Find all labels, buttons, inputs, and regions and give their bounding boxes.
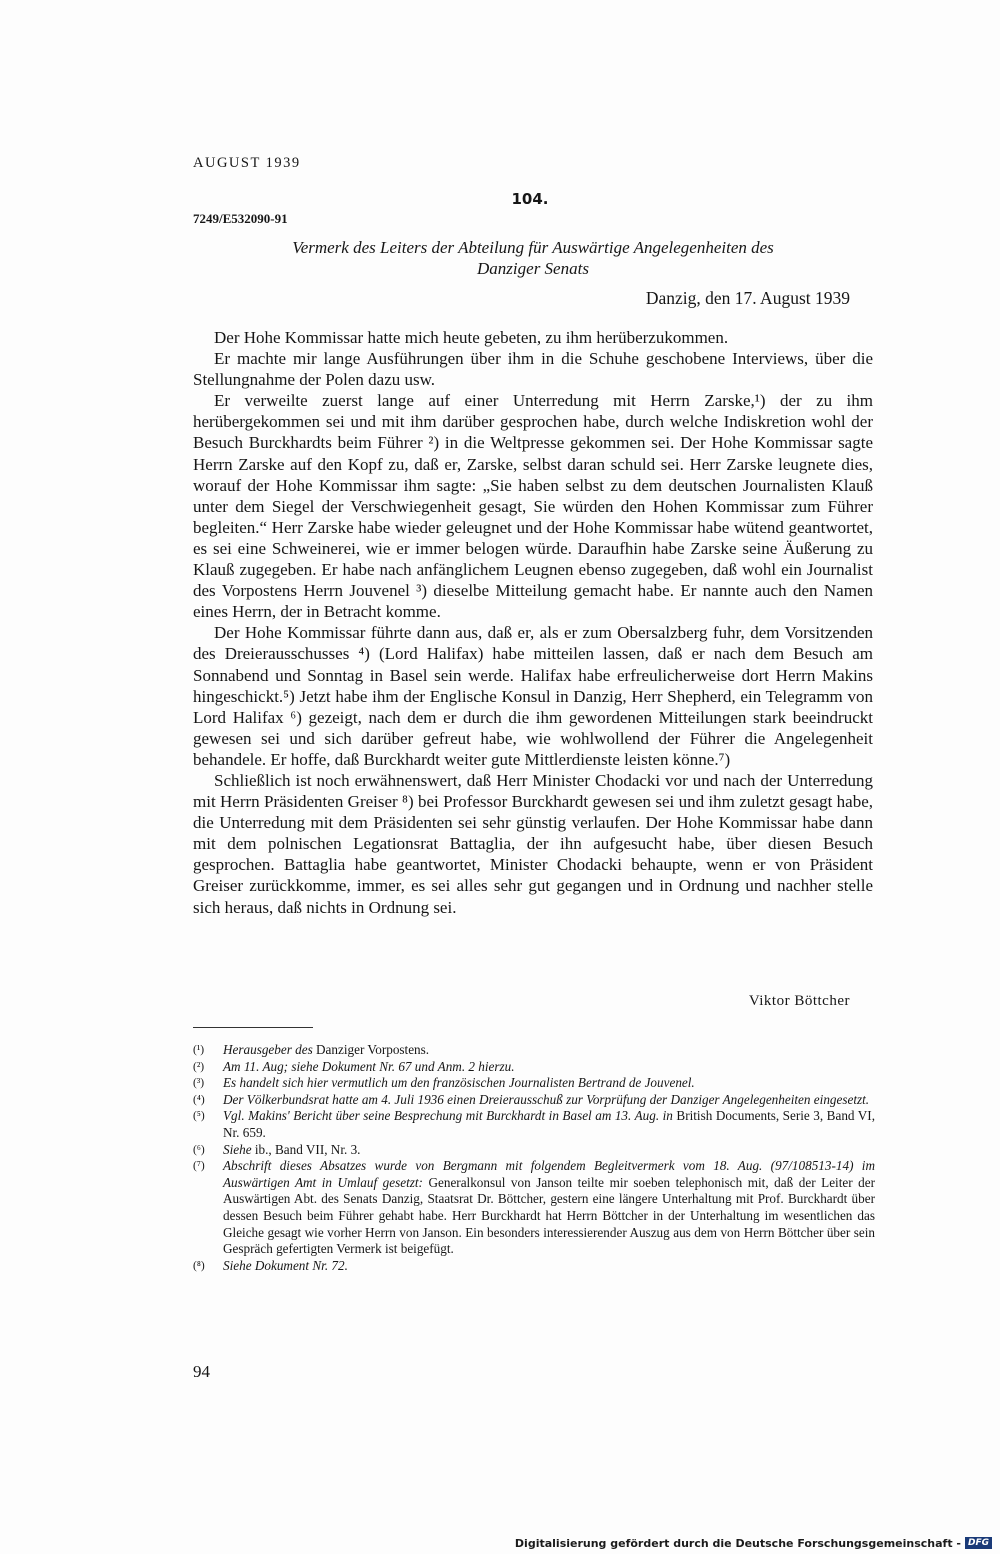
document-reference: 7249/E532090-91 — [193, 211, 288, 226]
document-number: 104. — [511, 190, 549, 208]
footnote-italic: Der Völkerbundsrat hatte am 4. Juli 1936 einen Dreierausschuß zur Vorprüfung der Danziger Angelegenheiten eingesetzt. — [223, 1091, 870, 1107]
page-number: 94 — [193, 1362, 210, 1381]
dfg-credit-text: Digitalisierung gefördert durch die Deutsche Forschungsgemeinschaft - — [514, 1536, 961, 1550]
footnote-mark: (⁵) — [193, 1110, 205, 1123]
footnote-mark: (²) — [193, 1060, 205, 1073]
footnote — [193, 1075, 875, 1092]
footnote-mark: (³) — [193, 1077, 205, 1090]
paragraph: Schließlich ist noch erwähnenswert, daß Herr Minister Chodacki vor und nach der Unterredung mit Herrn Präsidenten Greiser ⁸) bei Professor Burckhardt gewesen sei und ihm zuletzt gesagt habe, die Unterredung mit dem Präsidenten sei sehr günstig verlaufen. Der Hohe Kommissar habe dann mit dem polnischen Legationsrat Battaglia, der ihn aufgesucht habe, über diesen Besuch gesprochen. Battaglia habe geantwortet, Minister Chodacki behaupte, wenn er von Präsident Greiser zurückkomme, immer, es sei alles sehr gut gegangen und in Ordnung und nachher stelle sich heraus, daß nichts in Ordnung sei. — [193, 770, 873, 917]
footnote-italic: Abschrift dieses Absatzes wurde von Bergmann mit folgendem Begleitvermerk vom 18. Aug. (97/108513-14) im Auswärtigen Amt in Umlauf gesetzt: — [223, 1158, 875, 1190]
footnote — [193, 1158, 875, 1258]
footnote-text: Danziger Vorpostens. — [312, 1042, 430, 1057]
footnote-italic: Am 11. Aug; siehe Dokument Nr. 67 und Anm. 2 hierzu. — [223, 1058, 515, 1074]
footnote — [193, 1042, 875, 1059]
paragraph: Der Hohe Kommissar hatte mich heute gebeten, zu ihm herüberzukommen. — [214, 328, 729, 347]
signature: Viktor Böttcher — [748, 993, 850, 1009]
footnotes — [193, 1042, 875, 1274]
footnote — [193, 1059, 875, 1076]
title-line-1: Vermerk des Leiters der Abteilung für Auswärtige Angelegenheiten des — [292, 238, 774, 257]
footnote-italic: Herausgeber des — [223, 1042, 313, 1057]
running-head: AUGUST 1939 — [193, 155, 301, 171]
body-text — [193, 327, 873, 918]
footnote-italic: Siehe Dokument Nr. 72. — [223, 1257, 348, 1273]
footnote-text: British Documents, Serie 3, Band VI, Nr. 659. — [223, 1108, 875, 1140]
footnote-italic: Es handelt sich hier vermutlich um den französischen Journalisten Bertrand de Jouvenel. — [223, 1075, 695, 1091]
dfg-credit — [514, 1535, 992, 1551]
paragraph: Er verweilte zuerst lange auf einer Unterredung mit Herrn Zarske,¹) der zu ihm herübergekommen sei und mit ihm darüber gesprochen habe, durch welche Indiskretion wohl der Besuch Burckhardts beim Führer ²) in die Weltpresse gekommen sei. Der Hohe Kommissar sagte Herrn Zarske auf den Kopf zu, daß er, Zarske, selbst daran schuld sei. Herr Zarske leugnete dies, worauf der Hohe Kommissar ihm sagte: „Sie haben selbst zu dem deutschen Journalisten Klauß unter dem Siegel der Verschwiegenheit gesagt, Sie würden den Hohen Kommissar zum Führer begleiten.“ Herr Zarske habe wieder geleugnet und der Hohe Kommissar habe wütend geantwortet, es sei eine Schweinerei, wie er immer belogen würde. Daraufhin habe Zarske seine Äußerung zu Klauß zugegeben. Er habe nach anfänglichem Leugnen ebenso zugegeben, daß wohl ein Journalist des Vorpostens Herrn Jouvenel ³) dieselbe Mitteilung gemacht habe. Er nannte auch den Namen eines Herrn, der in Betracht komme. — [193, 391, 873, 622]
footnote — [193, 1258, 875, 1275]
footnote-italic: Siehe — [223, 1141, 252, 1157]
footnote-italic: Vgl. Makins' Bericht über seine Besprechung mit Burckhardt in Basel am 13. Aug. in — [223, 1108, 673, 1124]
paragraph: Er machte mir lange Ausführungen über ihm in die Schuhe geschobene Interviews, über die Stellungnahme der Polen dazu usw. — [193, 349, 873, 390]
paragraph: Der Hohe Kommissar führte dann aus, daß er, als er zum Obersalzberg fuhr, dem Vorsitzenden des Dreierausschusses ⁴) (Lord Halifax) habe mitteilen lassen, daß er nach dem Besuch am Sonnabend und Sonntag in Basel sein werde. Halifax habe erfreulicherweise dort Herrn Makins hingeschickt.⁵) Jetzt habe ihm der Englische Konsul in Danzig, Herr Shepherd, ein Telegramm von Lord Halifax ⁶) gezeigt, nach dem er durch die ihm gewordenen Mitteilungen stark beeindruckt gewesen sei und sich darüber gefreut habe, wie wohlwollend der Führer die Angelegenheit behandele. Er hoffe, daß Burckhardt weiter gute Mittlerdienste leisten könne.⁷) — [193, 623, 873, 769]
document-title — [193, 237, 873, 279]
title-line-2: Danziger Senats — [477, 259, 589, 278]
dateline: Danzig, den 17. August 1939 — [645, 288, 850, 308]
footnote-divider — [193, 1027, 313, 1028]
footnote-mark: (¹) — [193, 1044, 205, 1056]
footnote-text: Generalkonsul von Janson teilte mir soeben telephonisch mit, daß der Leiter der Auswärtigen Abt. des Senats Danzig, Staatsrat Dr. Böttcher, gestern eine längere Unterhaltung mit Prof. Burckhardt über dessen Besuch beim Führer gehabt habe. Herr Burckhardt hat Herrn Böttcher in der Unterhaltung im wesentlichen das Gleiche gesagt wie vorher Herrn von Janson. Ein besonders interessierender Auszug aus dem von Herrn Böttcher über sein Gespräch gefertigten Vermerk ist beigefügt. — [223, 1174, 875, 1257]
footnote — [193, 1108, 875, 1141]
footnote-mark: (⁸) — [193, 1259, 205, 1272]
footnote-mark: (⁶) — [193, 1143, 205, 1156]
footnote-text: ib., Band VII, Nr. 3. — [251, 1141, 361, 1157]
footnote — [193, 1142, 875, 1159]
footnote-mark: (⁴) — [193, 1093, 205, 1106]
footnote — [193, 1092, 875, 1109]
footnote-mark: (⁷) — [193, 1160, 205, 1173]
dfg-logo-icon[interactable]: DFG — [965, 1537, 992, 1549]
